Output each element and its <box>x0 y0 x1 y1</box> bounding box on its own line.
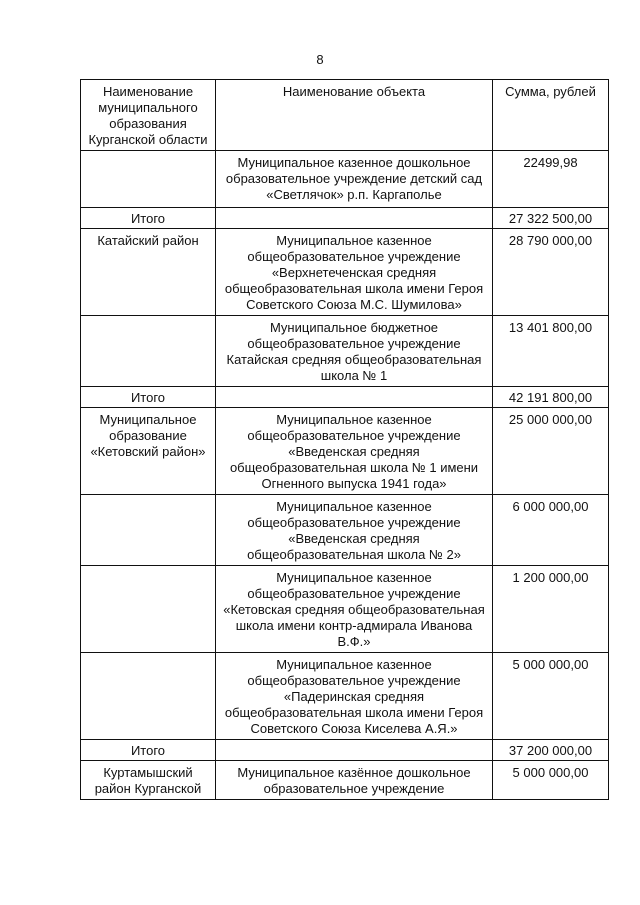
amount-cell: 5 000 000,00 <box>493 761 609 800</box>
amount-cell: 5 000 000,00 <box>493 653 609 740</box>
object-cell: Муниципальное казённое дошкольное образовательное учреждение <box>216 761 493 800</box>
municipality-cell: Катайский район <box>81 229 216 316</box>
table-row <box>81 566 609 653</box>
header-municipality: Наименование муниципального образования Курганской области <box>81 80 216 151</box>
table-row <box>81 495 609 566</box>
table-row <box>81 653 609 740</box>
table-row <box>81 408 609 495</box>
amount-cell: 28 790 000,00 <box>493 229 609 316</box>
budget-table <box>80 79 609 800</box>
total-row <box>81 740 609 761</box>
header-amount: Сумма, рублей <box>493 80 609 151</box>
total-empty-cell <box>216 387 493 408</box>
municipality-cell: Муниципальное образование «Кетовский район» <box>81 408 216 495</box>
total-empty-cell <box>216 740 493 761</box>
table-row <box>81 151 609 208</box>
municipality-cell <box>81 653 216 740</box>
object-cell: Муниципальное казенное дошкольное образовательное учреждение детский сад «Светлячок» р.п. Каргаполье <box>216 151 493 208</box>
municipality-cell <box>81 566 216 653</box>
total-row <box>81 387 609 408</box>
amount-cell: 22499,98 <box>493 151 609 208</box>
table-row <box>81 316 609 387</box>
total-amount: 37 200 000,00 <box>493 740 609 761</box>
total-amount: 27 322 500,00 <box>493 208 609 229</box>
total-empty-cell <box>216 208 493 229</box>
amount-cell: 6 000 000,00 <box>493 495 609 566</box>
municipality-cell <box>81 151 216 208</box>
table-row <box>81 761 609 800</box>
amount-cell: 1 200 000,00 <box>493 566 609 653</box>
total-label: Итого <box>81 208 216 229</box>
table-header-row <box>81 80 609 151</box>
municipality-cell <box>81 495 216 566</box>
total-amount: 42 191 800,00 <box>493 387 609 408</box>
total-label: Итого <box>81 740 216 761</box>
table-row <box>81 229 609 316</box>
page-number: 8 <box>316 52 324 67</box>
header-object: Наименование объекта <box>216 80 493 151</box>
municipality-cell <box>81 316 216 387</box>
municipality-cell: Куртамышский район Курганской <box>81 761 216 800</box>
object-cell: Муниципальное казенное общеобразовательное учреждение «Введенская средняя общеобразовательная школа № 1 имени Огненного выпуска 1941 года» <box>216 408 493 495</box>
object-cell: Муниципальное казенное общеобразовательное учреждение «Введенская средняя общеобразовательная школа № 2» <box>216 495 493 566</box>
object-cell: Муниципальное бюджетное общеобразовательное учреждение Катайская средняя общеобразовательная школа № 1 <box>216 316 493 387</box>
amount-cell: 25 000 000,00 <box>493 408 609 495</box>
amount-cell: 13 401 800,00 <box>493 316 609 387</box>
total-label: Итого <box>81 387 216 408</box>
object-cell: Муниципальное казенное общеобразовательное учреждение «Кетовская средняя общеобразовательная школа имени контр-адмирала Иванова В.Ф.» <box>216 566 493 653</box>
object-cell: Муниципальное казенное общеобразовательное учреждение «Верхнетеченская средняя общеобразовательная школа имени Героя Советского Союза М.С. Шумилова» <box>216 229 493 316</box>
total-row <box>81 208 609 229</box>
object-cell: Муниципальное казенное общеобразовательное учреждение «Падеринская средняя общеобразовательная школа имени Героя Советского Союза Киселева А.Я.» <box>216 653 493 740</box>
